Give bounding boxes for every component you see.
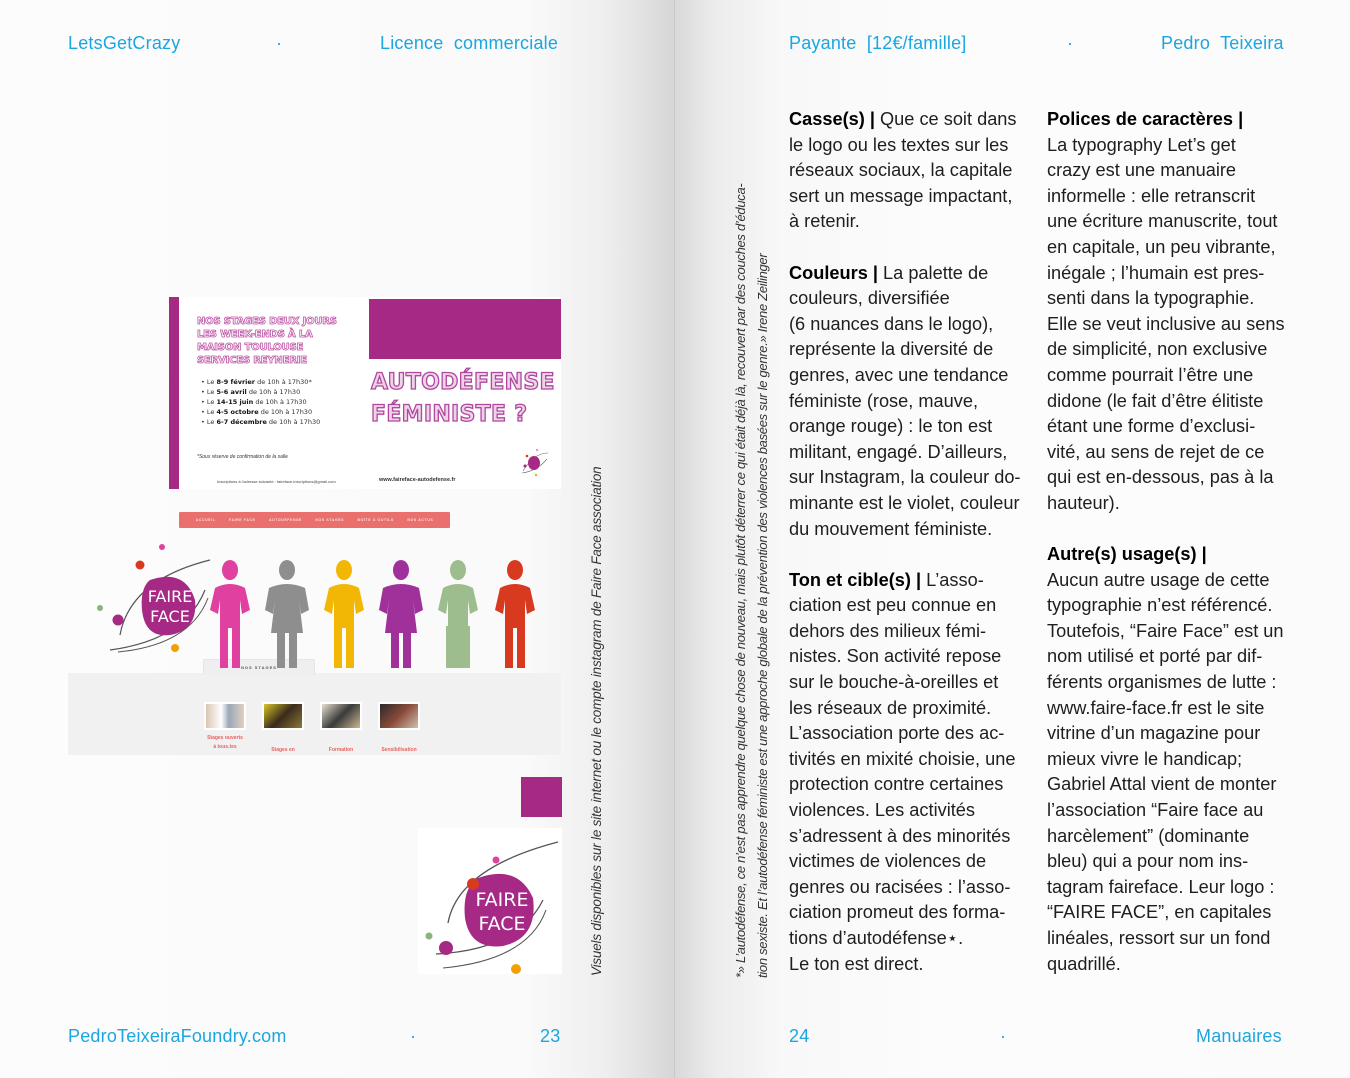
running-head-separator: · [276, 33, 283, 53]
stage-thumbnail-label: Stages ouverts à tous.tes [207, 735, 243, 750]
text-section: Casse(s) | Que ce soit dans le logo ou les textes sur les réseaux sociaux, la capitale sert un message impactant, à retenir. [789, 109, 1017, 232]
running-foot-separator: · [410, 1026, 417, 1046]
running-head-license: Licence commerciale [380, 33, 559, 53]
poster-dates-list [201, 377, 320, 427]
poster-big-title: AUTODÉFENSE FÉMINISTE ? [371, 370, 555, 427]
logo-text-face: FACE [150, 607, 190, 626]
svg-text:FAIRE: FAIRE [475, 889, 529, 911]
autodefense-poster [169, 297, 561, 489]
stage-thumbnail-label: Formation [328, 747, 354, 753]
stage-thumbnail [204, 702, 246, 730]
running-foot-separator-right: · [1000, 1026, 1007, 1046]
running-foot-collection: Manuaires [1196, 1026, 1282, 1046]
svg-text:FACE: FACE [478, 913, 526, 935]
stage-thumbnail-label: Stages en [271, 747, 295, 753]
woman-figure [495, 560, 535, 668]
faire-face-logo-large-icon [418, 828, 562, 974]
running-head-author: Pedro Teixeira [1161, 33, 1284, 53]
stage-thumbnail [262, 702, 304, 730]
faire-face-logo-icon [90, 540, 220, 660]
running-foot-site[interactable]: PedroTeixeiraFoundry.com [68, 1026, 287, 1046]
book-spine [674, 0, 675, 1078]
running-head-separator-right: · [1067, 33, 1074, 53]
poster-heading: NOS STAGES DEUX JOURS LES WEEK-ENDS À LA MAISON TOULOUSE SERVICES REYNERIE [197, 316, 337, 366]
woman-figure [438, 560, 478, 668]
poster-schedule-panel [169, 297, 361, 489]
section-heading: Ton et cible(s) | [789, 569, 927, 590]
woman-figure [379, 560, 423, 668]
women-silhouettes [208, 558, 548, 670]
running-head-price: Payante [12€/famille] [789, 33, 967, 53]
page-number-right: 24 [789, 1026, 810, 1046]
purple-square [521, 777, 562, 817]
footnote-quote: *» L’autodéfense, ce n’est pas apprendre quelque chose de nouveau, mais plutôt déterrer ce qui était déjà là, recouvert par des couches d’éduca- tion sexiste. Et l’autodéfense féministe est une approche globale de la prévention des violences basées sur le genre.» Irene Zeilinger [733, 183, 770, 978]
poster-date-item: • Le 4-5 octobre de 10h à 17h30 [201, 408, 313, 416]
section-heading: Couleurs | [789, 262, 884, 283]
woman-figure [324, 560, 364, 668]
section-heading: Polices de caractères | [1047, 109, 1244, 129]
thumbnail-photo [206, 704, 244, 728]
faire-face-logo-card [418, 828, 562, 974]
nav-item: ACCUEIL [195, 518, 216, 522]
woman-figure [265, 560, 309, 668]
website-hero [68, 540, 561, 755]
stage-thumbnail [320, 702, 362, 730]
text-section: Couleurs | La palette de couleurs, diversifiée (6 nuances dans le logo), représente la diversité de genres, avec une tendance féministe (rose, mauve, orange rouge) : le ton est militant, engagé. D’ailleurs, sur Instagram, la couleur do- minante est le violet, couleur du mouvement féministe. [789, 262, 1021, 539]
nav-item: BOÎTE À OUTILS [357, 518, 394, 522]
text-column-1 [789, 107, 1029, 1003]
section-heading: Autre(s) usage(s) | [1047, 544, 1207, 565]
hero-stages-band [68, 673, 561, 755]
visuals-caption: Visuels disponibles sur le site internet ou le compte instagram de Faire Face association [589, 466, 604, 976]
poster-note: *Sous réserve de confirmation de la salle [197, 454, 288, 460]
poster-date-item: • Le 6-7 décembre de 10h à 17h30 [201, 418, 321, 426]
poster-title-panel [369, 297, 561, 489]
stage-thumbnail [378, 702, 420, 730]
poster-date-item: • Le 14-15 juin de 10h à 17h30 [201, 398, 307, 406]
thumbnail-photo [380, 704, 418, 728]
poster-purple-band [369, 299, 561, 359]
text-section: Autre(s) usage(s) | Aucun autre usage de cette typographie n’est référencé. Toutefois, “Faire Face” est un nom utilisé et porté par dif- férents organismes de lutte : www.faire-face.fr est le site vitrine d’un magazine pour mieux vivre le handicap; Gabriel Attal vient de monter l’association “Faire face au harcèlement” (dominante bleu) qui a pour nom ins- tagram faireface. Leur logo : “FAIRE FACE”, en capitales linéales, ressort sur un fond quadrillé. [1047, 544, 1284, 974]
thumbnail-photo [322, 704, 360, 728]
thumbnail-photo [264, 704, 302, 728]
text-section: Polices de caractères | La typography Let’s get crazy est une manuaire informelle : elle retranscrit une écriture manuscrite, tout en capitale, un peu vibrante, inégale ; l’humain est pres- senti dans la typographie. Elle se veut inclusive au sens de simplicité, non exclusive comme pourrait l’être une didone (le fait d’être élitiste étant une forme d’exclusi- vité, au sens de rejet de ce qui est en-dessous, pas à la hauteur). [1047, 109, 1285, 513]
faire-face-logo-small-icon [519, 447, 549, 477]
page-number-left: 23 [540, 1026, 561, 1046]
poster-date-item: • Le 8-9 février de 10h à 17h30* [201, 378, 312, 386]
nav-item: FAIRE FACE [228, 518, 256, 522]
nav-item: NOS ACTUS [407, 518, 434, 522]
text-section: Ton et cible(s) | L’asso- ciation est peu connue en dehors des milieux fémi- nistes. Son activité repose sur le bouche-à-oreilles et les réseaux de proximité. L’association porte des ac- tivités en mixité choisie, une protection contre certaines violences. Les activités s’adressent à des minorités victimes de violences de genres ou racisées : l’asso- ciation promeut des forma- tions d’autodéfense⋆. Le ton est direct. [789, 569, 1016, 974]
website-navbar [179, 512, 450, 528]
running-head-title: LetsGetCrazy [68, 33, 181, 53]
poster-url: www.faireface-autodefense.fr [379, 477, 456, 483]
poster-inscriptions: Inscriptions à l'adresse suivante : faireface.inscriptions@gmail.com [217, 479, 336, 484]
poster-date-item: • Le 5-6 avril de 10h à 17h30 [201, 388, 301, 396]
stage-thumbnail-label: Sensibilisation [381, 747, 417, 753]
poster-accent-bar [169, 297, 179, 489]
section-heading: Casse(s) | [789, 109, 881, 129]
nav-item: AUTODÉFENSE [268, 518, 302, 522]
nav-item: NOS STAGES [315, 518, 345, 522]
logo-text-faire: FAIRE [147, 587, 193, 606]
nos-stages-tab: NOS STAGES [203, 659, 315, 675]
woman-figure [210, 560, 250, 668]
text-column-2 [1047, 107, 1287, 1003]
